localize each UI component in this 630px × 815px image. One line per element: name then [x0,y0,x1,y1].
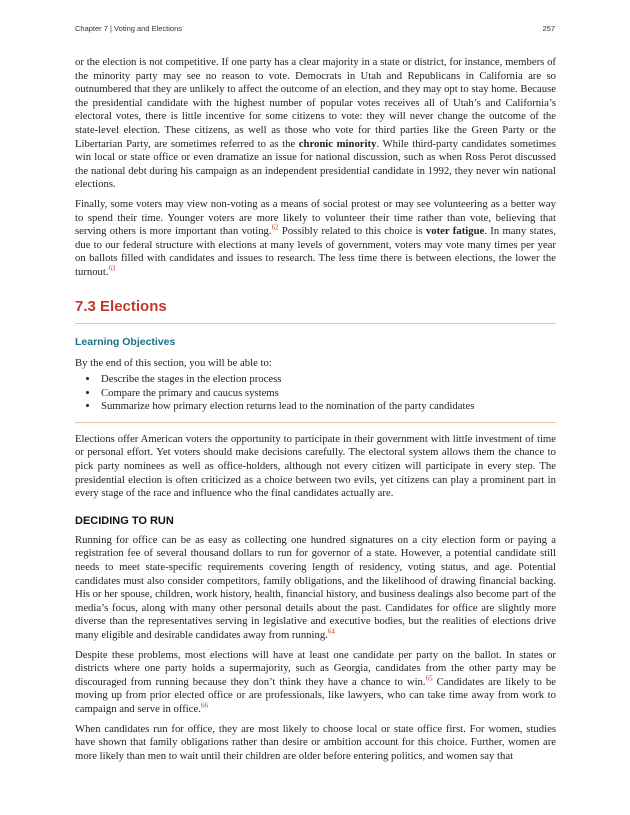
paragraph-local-office: When candidates run for office, they are most likely to choose local or state office first. For women, studies have shown that family obligations rather than desire or ambition account for this choice. Further, women are more likely than men to wait until their children are older before entering politics, and women say that [75,722,556,762]
page-number: 257 [542,24,555,33]
footnote-ref-66[interactable]: 66 [200,701,208,710]
learning-objectives-intro: By the end of this section, you will be able to: [75,356,272,369]
objective-item: • Compare the primary and caucus systems [99,387,556,401]
objectives-divider [75,422,556,423]
paragraph-running-for-office: Running for office can be as easy as collecting one hundred signatures on a city election form or paying a registration fee of several thousand dollars to run for governor of a state. However, a potential candidate still needs to meet state-specific requirements covering length of residency, voting status, and age. Potential candidates must also consider competitors, family obligations, and the likelihood of drawing financial backing. His or her spouse, children, work history, health, financial history, and business dealings also become part of the media’s focus, along with many other personal details about the past. Candidates for office are slightly more diverse than the representatives serving in legislative and executive bodies, but the realities of elections drive many eligible and desirable candidates away from running.$^{64}$ [75,533,556,641]
section-divider [75,323,556,324]
learning-objectives-title: Learning Objectives [75,335,176,348]
paragraph-chronic-minority: or the election is not competitive. If one party has a clear majority in a state or district, for instance, members of the minority party may see no reason to vote. Democrats in Utah and Republicans in California are so outnumbered that they are unlikely to affect the outcome of an election, and they may opt to stay home. Because the presidential candidate with the highest number of popular votes receives all of Utah’s and California’s electoral votes, there is little incentive for some citizens to vote: they will never change the outcome of the state-level election. These citizens, as well as those who vote for third parties like the Green Party or the Libertarian Party, are sometimes referred to as the chronic minority. While third-party candidates sometimes win local or state office or even dramatize an issue for national discussion, such as when Ross Perot discussed the national debt during his campaign as an independent presidential candidate in 1992, they never win national elections. [75,56,556,191]
footnote-ref-63[interactable]: 63 [108,264,116,273]
term-chronic-minority: chronic minority [298,137,377,150]
paragraph-elections-intro: Elections offer American voters the opportunity to participate in their government with little investment of time or personal effort. Yet voters should make decisions carefully. The electoral system allows them the chance to pick party nominees as well as office-holders, although not every citizen will participate in every step. The presidential election is often criticized as a choice between two evils, yet citizens can play a prominent part in every stage of the race and influence who the final candidates actually are. [75,432,556,500]
page-content [75,56,556,769]
paragraph-voter-fatigue: Finally, some voters may view non-voting as a means of social protest or may see volunteering as a better way to spend their time. Younger voters are more likely to volunteer their time rather than vote, believing that serving others is more important than voting.$^{62}$ Possibly related to this choice is voter fatigue. In many states, due to our federal structure with elections at many levels of government, voters may vote many times per year on ballots filled with candidates and issues to research. The less time there is between elections, the lower the turnout.$^{63}$ [75,197,556,278]
running-header-chapter: Chapter 7 | Voting and Elections [75,24,183,33]
footnote-ref-62[interactable]: 62 [271,223,279,232]
paragraph-supermajority: Despite these problems, most elections will have at least one candidate per party on the ballot. In states or districts where one party holds a supermajority, such as Georgia, candidates from the other party may be discouraged from running because they don’t think they have a chance to win.$^{65}$ Candidates are likely to be moving up from prior elected office or are professionals, like lawyers, who can take time away from work to campaign and serve in office.$^{66}$ [75,648,556,715]
learning-objectives-list [75,373,556,414]
footnote-ref-65[interactable]: 65 [425,674,433,683]
section-title: 7.3 Elections [75,297,167,315]
term-voter-fatigue: voter fatigue [425,225,485,238]
footnote-ref-64[interactable]: 64 [327,627,335,636]
objective-item: • Describe the stages in the election process [99,373,556,387]
objective-item: • Summarize how primary election returns lead to the nomination of the party candidates [99,400,556,414]
subsection-title: DECIDING TO RUN [75,514,174,527]
